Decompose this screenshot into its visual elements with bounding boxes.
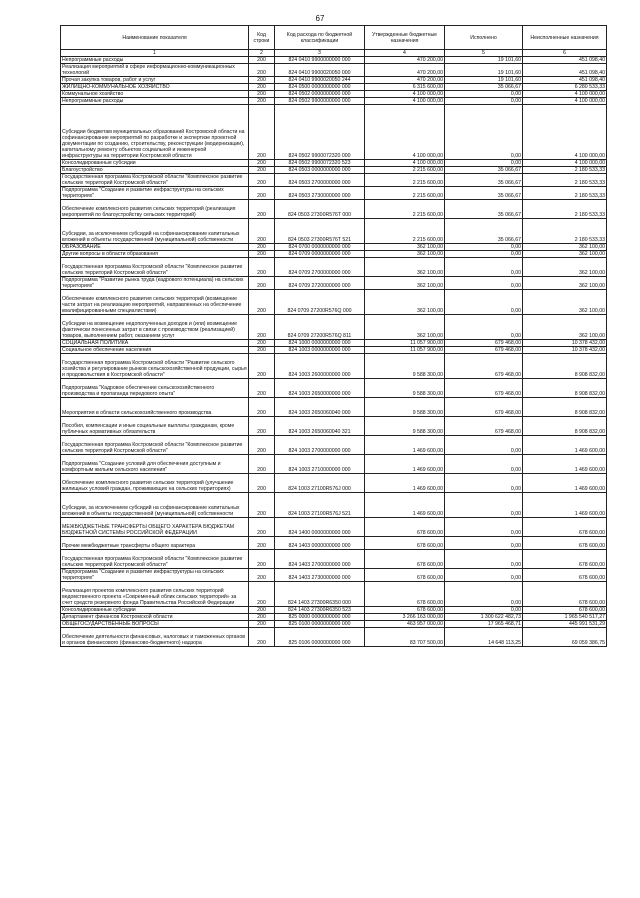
row-approved: 463 957 000,00 [365,621,445,628]
row-name: Обеспечение комплексного развития сельских территорий (улучшение жилищных условий граждан, проживающих на сельских территориях) [61,474,249,493]
row-executed: 19 101,60 [445,64,523,77]
row-name: Другие вопросы в области образования [61,251,249,258]
row-unexecuted: 2 180 533,33 [523,219,607,244]
row-kbk-code: 824 0410 9900020050 000 [275,64,365,77]
table-header-row [61,26,607,50]
row-unexecuted: 10 378 432,00 [523,340,607,347]
row-kbk-code: 824 0503 0000000000 000 [275,167,365,174]
row-unexecuted: 678 600,00 [523,518,607,537]
row-code: 200 [249,174,275,187]
table-row [61,347,607,354]
row-name: Консолидированные субсидии [61,160,249,167]
row-kbk-code: 824 0502 9900000000 000 [275,98,365,105]
row-name: Обеспечение комплексного развития сельских территорий (возмещение части затрат на реализацию мероприятий, направленных на обеспечение квалифицированными специалистами) [61,290,249,315]
row-name: Государственная программа Костромской области "Комплексное развитие сельских территорий Костромской области" [61,258,249,277]
row-code: 200 [249,518,275,537]
row-code: 200 [249,200,275,219]
row-unexecuted: 362 100,00 [523,290,607,315]
column-number: 2 [249,50,275,57]
table-row [61,174,607,187]
row-unexecuted: 8 908 832,00 [523,417,607,436]
row-unexecuted: 4 100 000,00 [523,98,607,105]
row-kbk-code: 824 1403 0000000000 000 [275,537,365,550]
table-row [61,550,607,569]
row-kbk-code: 824 0700 0000000000 000 [275,244,365,251]
table-row [61,64,607,77]
row-kbk-code: 824 0503 27300R576T 521 [275,219,365,244]
row-approved: 362 100,00 [365,315,445,340]
row-executed: 0,00 [445,244,523,251]
row-executed: 0,00 [445,91,523,98]
row-executed: 0,00 [445,105,523,160]
row-name: ОБЩЕГОСУДАРСТВЕННЫЕ ВОПРОСЫ [61,621,249,628]
row-unexecuted: 8 908 832,00 [523,354,607,379]
row-code: 200 [249,167,275,174]
header-executed: Исполнено [445,26,523,50]
row-kbk-code: 824 1403 2730000000 000 [275,569,365,582]
row-executed: 0,00 [445,582,523,607]
row-kbk-code: 825 0100 0000000000 000 [275,621,365,628]
table-row [61,354,607,379]
table-row [61,621,607,628]
row-approved: 470 200,00 [365,57,445,64]
row-unexecuted: 2 180 533,33 [523,167,607,174]
row-code: 200 [249,379,275,398]
row-executed: 19 101,60 [445,77,523,84]
table-row [61,493,607,518]
row-name: Прочие межбюджетные трансферты общего характера [61,537,249,550]
table-row [61,417,607,436]
row-approved: 678 600,00 [365,582,445,607]
row-name: Обеспечение комплексного развития сельских территорий (реализация мероприятий по благоустройству сельских территорий) [61,200,249,219]
row-code: 200 [249,621,275,628]
row-approved: 9 588 300,00 [365,379,445,398]
row-unexecuted: 1 469 600,00 [523,436,607,455]
row-kbk-code: 824 1403 27300R6350 000 [275,582,365,607]
row-name: Субсидии на возмещение недополученных доходов и (или) возмещение фактически понесенных затрат в связи с производством (реализацией) товаров, выполнением работ, оказанием услуг [61,315,249,340]
row-unexecuted: 451 098,40 [523,57,607,64]
row-executed: 35 066,67 [445,84,523,91]
row-kbk-code: 824 0709 2700000000 000 [275,258,365,277]
row-unexecuted: 69 059 386,75 [523,628,607,647]
row-kbk-code: 824 0410 9900000000 000 [275,57,365,64]
row-kbk-code: 825 0000 0000000000 000 [275,614,365,621]
row-approved: 9 588 300,00 [365,398,445,417]
table-row [61,398,607,417]
row-approved: 362 100,00 [365,251,445,258]
row-kbk-code: 824 0709 27200R576Q 811 [275,315,365,340]
table-row [61,167,607,174]
row-executed: 0,00 [445,277,523,290]
row-code: 200 [249,607,275,614]
row-name: Обеспечение деятельности финансовых, налоговых и таможенных органов и органов финансового (финансово-бюджетного) надзора [61,628,249,647]
row-code: 200 [249,550,275,569]
row-name: Государственная программа Костромской области "Комплексное развитие сельских территорий Костромской области" [61,174,249,187]
row-executed: 0,00 [445,315,523,340]
row-executed: 679 468,00 [445,340,523,347]
row-code: 200 [249,77,275,84]
row-kbk-code: 824 1000 0000000000 000 [275,340,365,347]
row-approved: 4 100 000,00 [365,160,445,167]
row-unexecuted: 2 180 533,33 [523,200,607,219]
row-unexecuted: 451 098,40 [523,64,607,77]
row-approved: 678 600,00 [365,550,445,569]
row-name: Непрограммные расходы [61,98,249,105]
row-code: 200 [249,398,275,417]
row-unexecuted: 4 100 000,00 [523,105,607,160]
row-executed: 679 468,00 [445,347,523,354]
table-row [61,537,607,550]
table-row [61,607,607,614]
row-kbk-code: 824 1003 2710000000 000 [275,455,365,474]
row-executed: 17 965 468,71 [445,621,523,628]
row-approved: 4 100 000,00 [365,91,445,98]
row-kbk-code: 824 1400 0000000000 000 [275,518,365,537]
row-executed: 0,00 [445,518,523,537]
table-row [61,340,607,347]
row-name: Подпрограмма "Развитие рынка труда (кадрового потенциала) на сельских территориях" [61,277,249,290]
column-number: 4 [365,50,445,57]
row-executed: 0,00 [445,290,523,315]
row-unexecuted: 678 600,00 [523,582,607,607]
row-executed: 0,00 [445,493,523,518]
row-name: Департамент финансов Костромской области [61,614,249,621]
row-code: 200 [249,347,275,354]
row-unexecuted: 6 280 533,33 [523,84,607,91]
page-number: 67 [315,14,325,23]
row-approved: 6 315 600,00 [365,84,445,91]
row-code: 200 [249,474,275,493]
row-name: Коммунальное хозяйство [61,91,249,98]
row-approved: 362 100,00 [365,258,445,277]
row-kbk-code: 824 1003 2650060040 321 [275,417,365,436]
header-name: Наименование показателя [61,26,249,50]
row-kbk-code: 824 0502 9900072320 000 [275,105,365,160]
row-unexecuted: 8 908 832,00 [523,398,607,417]
header-kbk: Код расхода по бюджетной классификации [275,26,365,50]
row-executed: 35 066,67 [445,200,523,219]
table-row [61,200,607,219]
row-executed: 679 468,00 [445,417,523,436]
row-executed: 0,00 [445,569,523,582]
row-kbk-code: 824 1003 0000000000 000 [275,347,365,354]
row-name: Благоустройство [61,167,249,174]
table-row [61,379,607,398]
table-row [61,77,607,84]
row-executed: 0,00 [445,455,523,474]
column-number: 3 [275,50,365,57]
table-row [61,518,607,537]
row-name: Мероприятия в области сельскохозяйственного производства [61,398,249,417]
row-kbk-code: 824 0709 27200R576Q 000 [275,290,365,315]
row-code: 200 [249,84,275,91]
row-kbk-code: 824 0503 2700000000 000 [275,174,365,187]
row-unexecuted: 451 098,40 [523,77,607,84]
row-kbk-code: 824 0410 9900020050 244 [275,77,365,84]
row-approved: 1 469 600,00 [365,455,445,474]
row-kbk-code: 824 0502 9900072320 523 [275,160,365,167]
row-unexecuted: 1 469 600,00 [523,474,607,493]
table-row [61,258,607,277]
row-executed: 35 066,67 [445,174,523,187]
table-row [61,569,607,582]
row-unexecuted: 10 378 432,00 [523,347,607,354]
row-kbk-code: 824 1003 2700000000 000 [275,436,365,455]
row-executed: 679 468,00 [445,398,523,417]
row-name: Реализация проектов комплексного развития сельских территорий ведомственного проекта «Современный облик сельских территорий» за счет средств резервного фонда Правительства Российской Федерации [61,582,249,607]
row-executed: 0,00 [445,436,523,455]
row-approved: 83 707 500,00 [365,628,445,647]
row-executed: 0,00 [445,251,523,258]
column-number: 1 [61,50,249,57]
row-unexecuted: 678 600,00 [523,569,607,582]
row-approved: 9 588 300,00 [365,417,445,436]
row-name: Подпрограмма "Создание условий для обеспечения доступным и комфортным жильем сельского населения" [61,455,249,474]
row-name: Социальное обеспечение населения [61,347,249,354]
row-kbk-code: 824 1003 2650060040 000 [275,398,365,417]
row-code: 200 [249,455,275,474]
row-executed: 1 300 622 482,73 [445,614,523,621]
row-executed: 14 648 113,25 [445,628,523,647]
row-approved: 11 057 900,00 [365,347,445,354]
row-approved: 362 100,00 [365,277,445,290]
row-code: 200 [249,628,275,647]
row-name: Непрограммные расходы [61,57,249,64]
table-row [61,277,607,290]
row-code: 200 [249,354,275,379]
row-executed: 0,00 [445,258,523,277]
row-executed: 0,00 [445,537,523,550]
table-row [61,455,607,474]
row-kbk-code: 824 0709 0000000000 000 [275,251,365,258]
row-approved: 362 100,00 [365,290,445,315]
budget-execution-table [60,25,607,647]
row-name: Реализация мероприятий в сфере информационно-коммуникационных технологий [61,64,249,77]
table-row [61,251,607,258]
row-kbk-code: 824 0502 0000000000 000 [275,91,365,98]
row-name: Подпрограмма "Кадровое обеспечение сельскохозяйственного производства и пропаганда передового опыта" [61,379,249,398]
row-kbk-code: 824 0503 27300R576T 000 [275,200,365,219]
row-name: Консолидированные субсидии [61,607,249,614]
row-approved: 678 600,00 [365,569,445,582]
row-approved: 1 469 600,00 [365,436,445,455]
row-code: 200 [249,187,275,200]
row-executed: 0,00 [445,607,523,614]
row-kbk-code: 824 1003 27100R576J 000 [275,474,365,493]
row-name: Государственная программа Костромской области "Комплексное развитие сельских территорий Костромской области" [61,436,249,455]
row-executed: 0,00 [445,550,523,569]
row-approved: 4 100 000,00 [365,105,445,160]
row-unexecuted: 362 100,00 [523,315,607,340]
row-executed: 35 066,67 [445,219,523,244]
row-name: МЕЖБЮДЖЕТНЫЕ ТРАНСФЕРТЫ ОБЩЕГО ХАРАКТЕРА БЮДЖЕТАМ БЮДЖЕТНОЙ СИСТЕМЫ РОССИЙСКОЙ ФЕДЕРАЦИИ [61,518,249,537]
row-unexecuted: 445 991 531,29 [523,621,607,628]
row-code: 200 [249,537,275,550]
row-unexecuted: 2 180 533,33 [523,174,607,187]
row-kbk-code: 825 0106 0000000000 000 [275,628,365,647]
row-approved: 9 588 300,00 [365,354,445,379]
row-kbk-code: 824 1403 27300R6350 523 [275,607,365,614]
row-kbk-code: 824 1403 2700000000 000 [275,550,365,569]
row-kbk-code: 824 1003 2600000000 000 [275,354,365,379]
table-row [61,315,607,340]
row-approved: 678 600,00 [365,518,445,537]
row-unexecuted: 678 600,00 [523,607,607,614]
row-code: 200 [249,160,275,167]
row-approved: 2 215 600,00 [365,167,445,174]
table-row [61,290,607,315]
row-code: 200 [249,57,275,64]
row-unexecuted: 362 100,00 [523,244,607,251]
row-code: 200 [249,582,275,607]
row-executed: 679 468,00 [445,354,523,379]
row-code: 200 [249,258,275,277]
row-kbk-code: 824 0500 0000000000 000 [275,84,365,91]
row-code: 200 [249,614,275,621]
row-kbk-code: 824 1003 27100R576J 521 [275,493,365,518]
row-executed: 0,00 [445,98,523,105]
row-unexecuted: 4 100 000,00 [523,91,607,98]
row-approved: 11 057 900,00 [365,340,445,347]
row-approved: 470 200,00 [365,77,445,84]
row-executed: 35 066,67 [445,187,523,200]
row-name: Субсидии, за исключением субсидий на софинансирование капитальных вложений в объекты государственной (муниципальной) собственности [61,493,249,518]
row-code: 200 [249,64,275,77]
row-code: 200 [249,251,275,258]
row-approved: 2 215 600,00 [365,200,445,219]
table-row [61,98,607,105]
row-name: Государственная программа Костромской области "Комплексное развитие сельских территорий Костромской области" [61,550,249,569]
row-name: Пособия, компенсации и иные социальные выплаты гражданам, кроме публичных нормативных обязательств [61,417,249,436]
row-code: 200 [249,277,275,290]
table-row [61,84,607,91]
row-approved: 1 469 600,00 [365,493,445,518]
table-row [61,91,607,98]
row-code: 200 [249,493,275,518]
row-name: ОБРАЗОВАНИЕ [61,244,249,251]
row-code: 200 [249,105,275,160]
row-unexecuted: 362 100,00 [523,251,607,258]
row-approved: 2 215 600,00 [365,187,445,200]
row-name: Подпрограмма "Создание и развитие инфраструктуры на сельских территориях" [61,187,249,200]
row-unexecuted: 4 100 000,00 [523,160,607,167]
table-row [61,614,607,621]
row-unexecuted: 2 180 533,33 [523,187,607,200]
row-name: СОЦИАЛЬНАЯ ПОЛИТИКА [61,340,249,347]
table-row [61,244,607,251]
row-kbk-code: 824 1003 2650000000 000 [275,379,365,398]
row-unexecuted: 1 469 600,00 [523,493,607,518]
row-approved: 4 100 000,00 [365,98,445,105]
row-executed: 19 101,60 [445,57,523,64]
row-unexecuted: 678 600,00 [523,537,607,550]
table-row [61,187,607,200]
table-row [61,105,607,160]
row-executed: 0,00 [445,474,523,493]
row-kbk-code: 824 0503 2730000000 000 [275,187,365,200]
table-row [61,582,607,607]
row-code: 200 [249,436,275,455]
row-code: 200 [249,98,275,105]
row-name: Субсидии бюджетам муниципальных образований Костромской области на софинансирование мероприятий по разработке и экспертизе проектной документации по созданию, строительству, реконструкции (модернизации), капитальному ремонту объектов социальной и инженерной инфраструктуры на территории Костромской области [61,105,249,160]
row-name: Прочая закупка товаров, работ и услуг [61,77,249,84]
row-approved: 362 100,00 [365,244,445,251]
row-unexecuted: 362 100,00 [523,277,607,290]
row-name: ЖИЛИЩНО-КОММУНАЛЬНОЕ ХОЗЯЙСТВО [61,84,249,91]
column-number: 6 [523,50,607,57]
table-row [61,219,607,244]
row-kbk-code: 824 0709 2720000000 000 [275,277,365,290]
row-unexecuted: 362 100,00 [523,258,607,277]
row-unexecuted: 1 965 540 517,27 [523,614,607,621]
table-row [61,160,607,167]
column-number-row [61,50,607,57]
table-row [61,57,607,64]
row-approved: 2 215 600,00 [365,219,445,244]
row-approved: 2 215 600,00 [365,174,445,187]
row-code: 200 [249,91,275,98]
row-approved: 678 600,00 [365,607,445,614]
row-executed: 679 468,00 [445,379,523,398]
row-code: 200 [249,219,275,244]
column-number: 5 [445,50,523,57]
row-code: 200 [249,315,275,340]
table-row [61,436,607,455]
table-row [61,474,607,493]
row-code: 200 [249,290,275,315]
row-approved: 678 600,00 [365,537,445,550]
row-code: 200 [249,417,275,436]
row-name: Подпрограмма "Создание и развитие инфраструктуры на сельских территориях" [61,569,249,582]
row-code: 200 [249,569,275,582]
row-code: 200 [249,340,275,347]
row-executed: 35 066,67 [445,167,523,174]
table-row [61,628,607,647]
row-name: Государственная программа Костромской области "Развитие сельского хозяйства и регулирование рынков сельскохозяйственной продукции, сырья и продовольствия в Костромской области" [61,354,249,379]
row-unexecuted: 8 908 832,00 [523,379,607,398]
row-approved: 3 266 163 000,00 [365,614,445,621]
row-unexecuted: 1 469 600,00 [523,455,607,474]
header-unexecuted: Неисполненные назначения [523,26,607,50]
header-approved: Утвержденные бюджетные назначения [365,26,445,50]
row-approved: 1 469 600,00 [365,474,445,493]
row-unexecuted: 678 600,00 [523,550,607,569]
row-code: 200 [249,244,275,251]
row-executed: 0,00 [445,160,523,167]
row-name: Субсидии, за исключением субсидий на софинансирование капитальных вложений в объекты государственной (муниципальной) собственности [61,219,249,244]
header-code: Код строки [249,26,275,50]
row-approved: 470 200,00 [365,64,445,77]
